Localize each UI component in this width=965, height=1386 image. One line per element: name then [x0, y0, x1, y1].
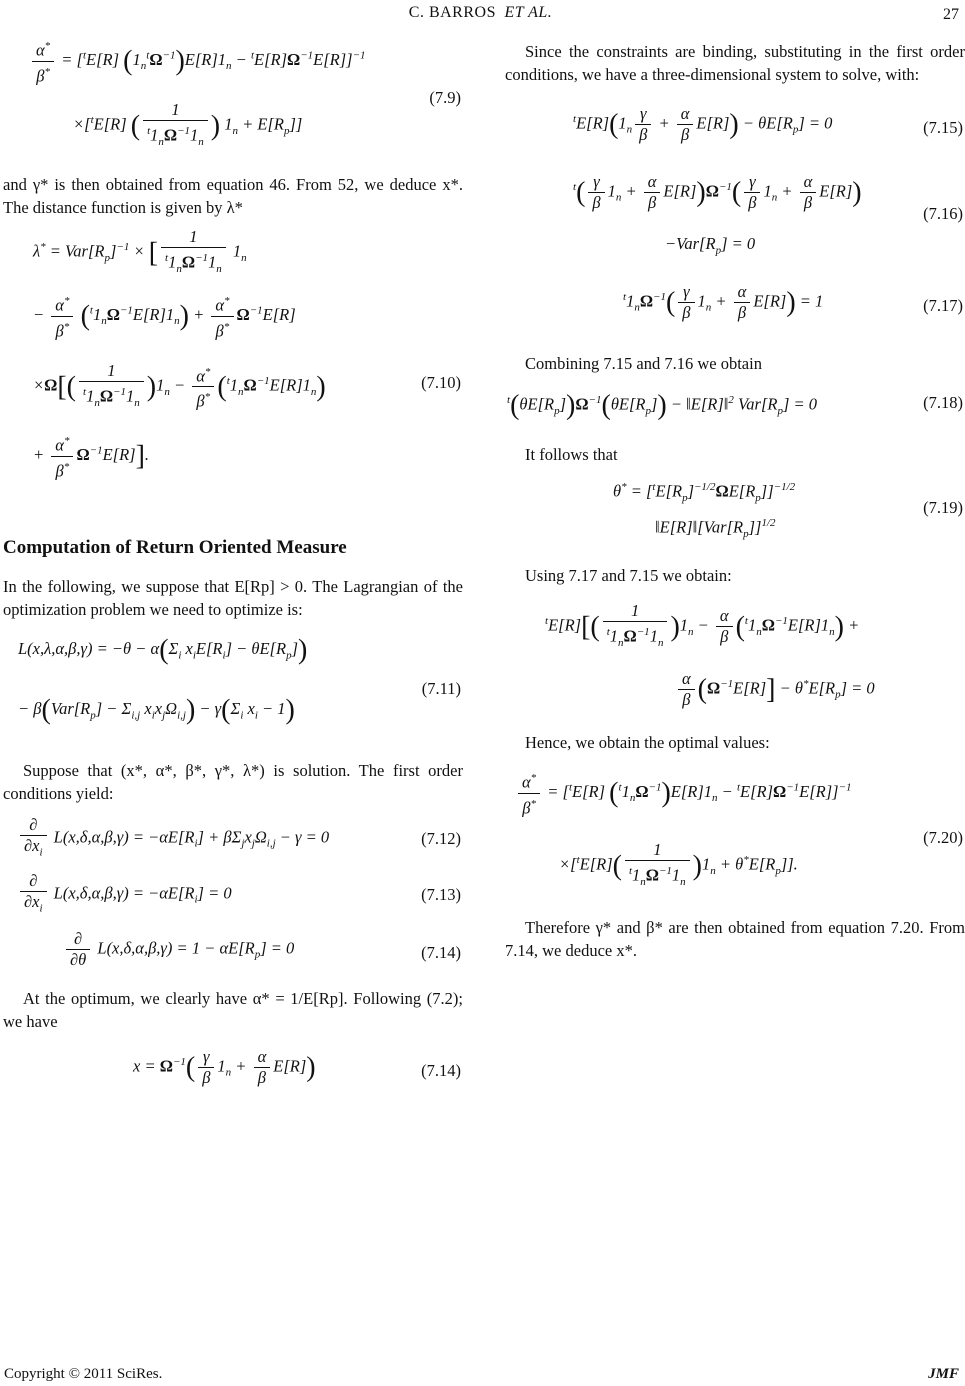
paragraph-therefore: Therefore γ* and β* are then obtained from equation 7.20. From 7.14, we deduce x*.: [505, 918, 965, 960]
equation-number: (7.15): [923, 118, 963, 137]
equation-7-9: $\frac{\alpha^*}{\beta^*}$ = [$^t$E[R] $(1_n^t\Omega^{-1})E[R]1_n - ^tE[R]\Omega^{-1}E[R]]^{-1}$ ×[$^t$E[R] ( $\frac{1}{^t1_n\Omega^{-1}1_n}$ ) $1_n + E[R_p]$] (7.9): [3, 28, 463, 153]
equation-7-13: $\frac{\partial}{\partial x_i}$ $L(x,\delta,\alpha,\beta,\gamma) = -\alpha E[R_i] = 0$ (7.13): [3, 865, 463, 921]
paragraph-follows: It follows that: [525, 445, 618, 464]
right-column: [505, 28, 965, 962]
equation-number: (7.12): [421, 829, 461, 848]
equation-number: (7.13): [421, 885, 461, 904]
equation-7-15: $^tE[R](1_n$ $\frac{\gamma}{\beta}$ + $\frac{\alpha}{\beta}$ $E[R]) - \theta E[R_p] = 0$ (7.15): [573, 104, 963, 144]
equation-7-16: $^t$( $\frac{\gamma}{\beta}$ $1_n$ + $\frac{\alpha}{\beta}$ $E[R])\Omega^{-1}$( $\frac{\gamma}{\beta}$ $1_n$ + $\frac{\alpha}{\beta}$ E[R]) $-Var[R_p] = 0$ (7.16): [573, 172, 963, 257]
equation-7-18: $^t(\theta E[R_p])\Omega^{-1}(\theta E[R_p])$ − ‖E[R]‖$^2$ $Var[R_p] = 0$ (7.18): [507, 390, 963, 422]
equation-7-11: $L(x,\lambda,\alpha,\beta,\gamma) = -\theta - \alpha(\Sigma_i$ $x_iE[R_i] - \theta E[R_p]$) − $\beta(Var[R_p] - \Sigma_{i,j}$ $x_ix_j\Omega_{i,j}) - \gamma(\Sigma_i$ $x_i - 1$) (7.11): [18, 634, 461, 726]
paragraph-gamma: and γ* is then obtained from equation 46. From 52, we deduce x*. The distance function is given by λ*: [3, 175, 463, 217]
equation-number: (7.17): [923, 296, 963, 315]
equation-number: (7.16): [923, 204, 963, 223]
running-etal: ET AL.: [504, 4, 553, 21]
page-number: 27: [943, 6, 959, 23]
equation-number: (7.14): [421, 1061, 461, 1080]
equation-number: (7.9): [429, 88, 461, 107]
equation-7-19: $\theta^* = [^tE[R_p]^{-1/2}\Omega E[R_p]]^{-1/2}$ $‖E[R]‖[Var[R_p]]^{1/2}$ (7.19): [613, 481, 963, 540]
equation-number: (7.18): [923, 393, 963, 412]
section-heading: Computation of Return Oriented Measure: [3, 537, 347, 558]
paragraph-suppose: Suppose that (x*, α*, β*, γ*, λ*) is solution. The first order conditions yield:: [3, 761, 463, 803]
equation-number: (7.20): [923, 828, 963, 847]
paragraph-combining: Combining 7.15 and 7.16 we obtain: [525, 354, 762, 373]
left-column: [3, 28, 463, 1107]
equation-number: (7.19): [923, 498, 963, 517]
equation-number: (7.10): [421, 373, 461, 392]
equation-7-14b: $x = \Omega^{-1}$( $\frac{\gamma}{\beta}$ $1_n$ + $\frac{\alpha}{\beta}$ E[R]) (7.14): [133, 1047, 461, 1087]
running-author: C. BARROS: [408, 4, 496, 21]
paragraph-constraints: Since the constraints are binding, substituting in the first order conditions, we have a three-dimensional system to solve, with:: [505, 42, 965, 84]
page-footer: [4, 1366, 959, 1384]
running-title: [0, 4, 965, 22]
equation-7-20: $\frac{\alpha^*}{\beta^*}$ = [$^t$E[R] $(^t1_n\Omega^{-1})E[R]1_n - ^tE[R]\Omega^{-1}E[R]]^{-1}$ ×[$^t$E[R]( $\frac{1}{^t1_n\Omega^{-1}1_n}$ )$1_n + \theta^*E[R_p]$]. (7.20): [505, 760, 965, 910]
copyright-notice: Copyright © 2011 SciRes.: [4, 1366, 163, 1382]
page-header: [0, 2, 965, 26]
paragraph-hence: Hence, we obtain the optimal values:: [525, 733, 770, 752]
equation-7-10: $\lambda^* = Var[R_p]^{-1}$ × [ $\frac{1}{^t1_n\Omega^{-1}1_n}$ $1_n$ − $\frac{\alpha^*}{\beta^*}$ $(^t1_n\Omega^{-1}E[R]1_n)$ + $\frac{\alpha^*}{\beta^*}$ $\Omega^{-1}E[R]$ ×Ω[( $\frac{1}{^t1_n\Omega^{-1}1_n}$ )$1_n$ − $\frac{\alpha^*}{\beta^*}$ $(^t1_n\Omega^{-1}E[R]1_n)$ + $\frac{\alpha^*}{\beta^*}$ $\Omega^{-1}E[R]$]. (7.10): [33, 227, 461, 480]
equation-7-17: $^t1_n\Omega^{-1}$( $\frac{\gamma}{\beta}$ $1_n$ + $\frac{\alpha}{\beta}$ E[R]) = 1 (7.17): [623, 282, 963, 322]
paragraph-using: Using 7.17 and 7.15 we obtain:: [525, 566, 732, 585]
paragraph-lagrangian: In the following, we suppose that E[Rp] > 0. The Lagrangian of the optimization problem we need to optimize is:: [3, 577, 463, 619]
equation-7-using: $^t$E[R][( $\frac{1}{^t1_n\Omega^{-1}1_n}$ )$1_n$ − $\frac{\alpha}{\beta}$ $(^t1_n\Omega^{-1}E[R]1_n)$ + $\frac{\alpha}{\beta}$ $(\Omega^{-1}E[R]] - \theta^*E[R_p] = 0$: [545, 601, 875, 709]
equation-7-12: $\frac{\partial}{\partial x_i}$ $L(x,\delta,\alpha,\beta,\gamma) = -\alpha E[R_i] + \beta\Sigma_jx_j\Omega_{i,j} - \gamma = 0$ (7.12): [3, 809, 463, 865]
journal-abbrev: JMF: [928, 1366, 959, 1382]
equation-7-14: $\frac{\partial}{\partial\theta}$ $L(x,\delta,\alpha,\beta,\gamma) = 1 - \alpha E[R_p] = 0$ (7.14): [3, 921, 463, 983]
equation-number: (7.14): [421, 943, 461, 962]
paragraph-optimum: At the optimum, we clearly have α* = 1/E[Rp]. Following (7.2); we have: [3, 989, 463, 1031]
equation-number: (7.11): [421, 679, 461, 698]
